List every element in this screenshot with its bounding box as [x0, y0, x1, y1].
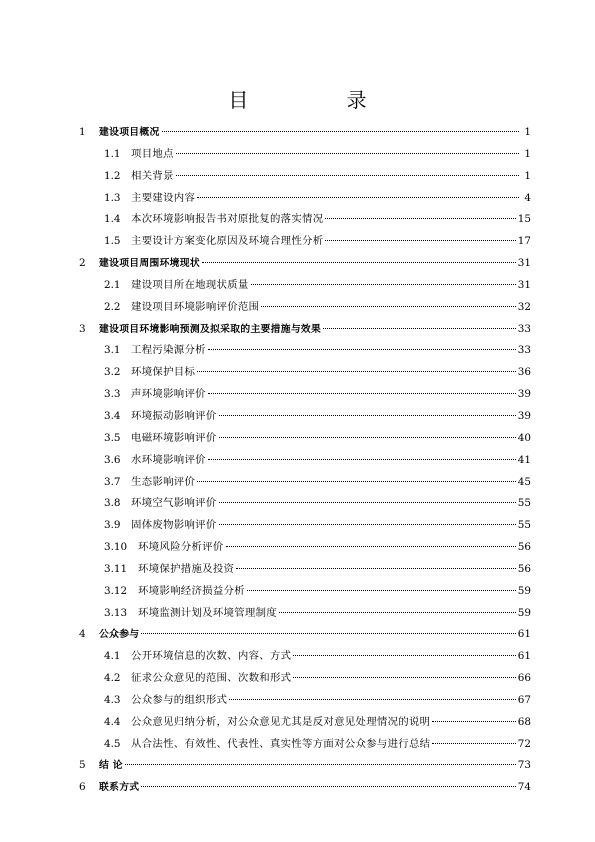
toc-leader-dots: [197, 196, 519, 198]
toc-entry[interactable]: [79, 559, 531, 581]
toc-entry-title: 环境振动影响评价: [131, 409, 217, 422]
toc-entry-page: 1: [524, 126, 531, 138]
toc-entry-number: 3.10: [104, 541, 128, 554]
toc-entry[interactable]: [79, 144, 531, 166]
table-of-contents: [79, 122, 531, 799]
toc-leader-dots: [219, 414, 516, 416]
toc-entry-number: 4.1: [104, 650, 121, 663]
toc-entry-number: 6: [79, 781, 86, 794]
toc-leader-dots: [293, 654, 515, 656]
toc-entry[interactable]: [79, 122, 531, 144]
toc-entry-page: 56: [517, 562, 531, 575]
toc-entry-title: 主要建设内容: [131, 191, 196, 204]
toc-entry-page: 4: [524, 191, 531, 204]
toc-entry[interactable]: [79, 362, 531, 384]
toc-entry-number: 1.2: [104, 169, 121, 182]
toc-entry-page: 74: [517, 781, 531, 794]
toc-entry-title: 结 论: [99, 760, 123, 772]
toc-entry-page: 72: [517, 737, 531, 750]
toc-entry-number: 4: [79, 628, 86, 641]
toc-leader-dots: [176, 152, 519, 154]
toc-entry-page: 36: [517, 366, 531, 379]
toc-entry-number: 1.5: [104, 235, 121, 248]
toc-entry-title: 水环境影响评价: [131, 453, 206, 466]
toc-entry[interactable]: [79, 493, 531, 515]
toc-entry-title: 本次环境影响报告书对原批复的落实情况: [131, 213, 324, 226]
toc-entry-page: 31: [517, 278, 531, 291]
toc-leader-dots: [251, 283, 516, 285]
toc-entry-page: 33: [517, 322, 531, 335]
toc-entry-number: 3.11: [104, 562, 128, 575]
toc-entry-title: 主要设计方案变化原因及环境合理性分析: [131, 235, 324, 248]
toc-entry[interactable]: [79, 581, 531, 603]
toc-leader-dots: [325, 239, 515, 241]
toc-entry-number: 1: [79, 126, 86, 138]
toc-entry[interactable]: [79, 668, 531, 690]
toc-entry[interactable]: [79, 690, 531, 712]
toc-entry-number: 3.1: [104, 344, 121, 357]
toc-entry-page: 67: [517, 693, 531, 706]
toc-entry[interactable]: [79, 188, 531, 210]
toc-entry[interactable]: [79, 428, 531, 450]
toc-entry-number: 2.2: [104, 300, 121, 313]
toc-entry[interactable]: [79, 603, 531, 625]
toc-entry-number: 4.5: [104, 737, 121, 750]
toc-entry[interactable]: [79, 231, 531, 253]
toc-entry-title: 建设项目概况: [99, 127, 160, 138]
toc-entry-title: 公众意见归纳分析，对公众意见尤其是反对意见处理情况的说明: [131, 715, 431, 728]
toc-entry[interactable]: [79, 450, 531, 472]
toc-entry-page: 55: [517, 519, 531, 532]
toc-entry-title: 建设项目周围环境现状: [99, 258, 200, 270]
toc-entry[interactable]: [79, 275, 531, 297]
toc-leader-dots: [219, 501, 516, 503]
toc-entry-number: 3.5: [104, 431, 121, 444]
toc-entry[interactable]: [79, 777, 531, 799]
toc-leader-dots: [162, 130, 519, 132]
toc-entry-number: 1.1: [104, 147, 121, 160]
toc-leader-dots: [236, 567, 516, 569]
toc-entry-page: 32: [517, 300, 531, 313]
toc-entry-title: 环境保护措施及投资: [138, 562, 235, 575]
toc-leader-dots: [202, 261, 516, 263]
toc-entry-page: 39: [517, 388, 531, 401]
toc-entry-number: 5: [79, 759, 86, 772]
toc-leader-dots: [226, 545, 516, 547]
toc-entry[interactable]: [79, 646, 531, 668]
toc-entry-number: 3.4: [104, 409, 121, 422]
toc-entry-title: 建设项目环境影响评价范围: [131, 300, 260, 313]
toc-entry[interactable]: [79, 624, 531, 646]
toc-entry-title: 公众参与的组织形式: [131, 693, 228, 706]
toc-entry-title: 联系方式: [99, 782, 140, 794]
toc-entry-page: 31: [517, 257, 531, 270]
toc-entry[interactable]: [79, 253, 531, 275]
toc-leader-dots: [176, 174, 519, 176]
toc-leader-dots: [247, 589, 516, 591]
toc-entry-number: 4.2: [104, 672, 121, 685]
toc-entry-page: 66: [517, 672, 531, 685]
toc-entry-number: 3.7: [104, 475, 121, 488]
toc-entry-number: 3.9: [104, 519, 121, 532]
toc-leader-dots: [293, 676, 515, 678]
toc-entry-title: 固体废物影响评价: [131, 519, 217, 532]
toc-entry-number: 2.1: [104, 278, 121, 291]
toc-entry-page: 56: [517, 541, 531, 554]
toc-entry-page: 61: [517, 650, 531, 663]
toc-entry-page: 1: [524, 169, 531, 182]
toc-leader-dots: [432, 720, 515, 722]
toc-leader-dots: [141, 785, 515, 787]
toc-entry-title: 环境风险分析评价: [138, 541, 224, 554]
toc-entry[interactable]: [79, 406, 531, 428]
toc-entry-page: 61: [517, 628, 531, 641]
toc-entry-number: 3.13: [104, 606, 128, 619]
toc-entry-title: 环境监测计划及环境管理制度: [138, 606, 277, 619]
toc-leader-dots: [219, 436, 516, 438]
toc-entry[interactable]: [79, 319, 531, 341]
toc-entry[interactable]: [79, 734, 531, 756]
toc-entry-number: 1.4: [104, 213, 121, 226]
toc-leader-dots: [125, 763, 516, 765]
toc-entry-title: 征求公众意见的范围、次数和形式: [131, 672, 292, 685]
toc-entry[interactable]: [79, 384, 531, 406]
toc-entry-page: 33: [517, 344, 531, 357]
toc-entry-number: 2: [79, 257, 86, 270]
toc-entry-page: 15: [517, 213, 531, 226]
toc-leader-dots: [208, 458, 516, 460]
toc-entry-number: 4.3: [104, 693, 121, 706]
toc-entry-title: 生态影响评价: [131, 475, 196, 488]
toc-entry-number: 3.3: [104, 388, 121, 401]
toc-entry[interactable]: [79, 472, 531, 494]
toc-entry-title: 公众参与: [99, 629, 140, 641]
toc-leader-dots: [208, 348, 516, 350]
toc-entry[interactable]: [79, 755, 531, 777]
toc-entry[interactable]: [79, 515, 531, 537]
toc-entry-title: 从合法性、有效性、代表性、真实性等方面对公众参与进行总结: [131, 737, 431, 750]
toc-entry-page: 59: [517, 606, 531, 619]
toc-entry-title: 工程污染源分析: [131, 344, 206, 357]
toc-entry-page: 73: [517, 759, 531, 772]
toc-leader-dots: [323, 327, 516, 329]
toc-leader-dots: [197, 370, 516, 372]
toc-entry-title: 建设项目环境影响预测及拟采取的主要措施与效果: [99, 323, 322, 335]
toc-entry-title: 环境影响经济损益分析: [138, 584, 245, 597]
page-title: 目 录: [228, 88, 413, 112]
toc-entry-title: 公开环境信息的次数、内容、方式: [131, 650, 292, 663]
toc-entry-number: 3.2: [104, 366, 121, 379]
toc-entry-number: 3: [79, 322, 86, 335]
toc-leader-dots: [229, 698, 516, 700]
toc-entry-title: 环境保护目标: [131, 366, 196, 379]
toc-entry[interactable]: [79, 340, 531, 362]
toc-entry-title: 项目地点: [131, 147, 174, 160]
toc-entry[interactable]: [79, 297, 531, 319]
toc-entry-page: 41: [517, 453, 531, 466]
toc-entry-number: 1.3: [104, 191, 121, 204]
toc-entry-page: 45: [517, 475, 531, 488]
toc-entry-title: 环境空气影响评价: [131, 497, 217, 510]
toc-entry-title: 电磁环境影响评价: [131, 431, 217, 444]
toc-entry-page: 1: [524, 147, 531, 160]
toc-entry-page: 55: [517, 497, 531, 510]
toc-entry-page: 39: [517, 409, 531, 422]
toc-entry[interactable]: [79, 209, 531, 231]
toc-leader-dots: [261, 305, 515, 307]
toc-entry[interactable]: [79, 166, 531, 188]
toc-leader-dots: [219, 523, 516, 525]
toc-leader-dots: [197, 480, 516, 482]
toc-entry[interactable]: [79, 712, 531, 734]
toc-leader-dots: [279, 611, 516, 613]
toc-entry[interactable]: [79, 537, 531, 559]
toc-leader-dots: [432, 742, 515, 744]
toc-leader-dots: [325, 217, 515, 219]
toc-leader-dots: [208, 392, 516, 394]
toc-leader-dots: [141, 632, 515, 634]
toc-entry-page: 40: [517, 431, 531, 444]
toc-entry-number: 3.12: [104, 584, 128, 597]
toc-entry-number: 3.6: [104, 453, 121, 466]
toc-entry-page: 17: [517, 235, 531, 248]
toc-entry-number: 4.4: [104, 715, 121, 728]
toc-entry-title: 建设项目所在地现状质量: [131, 278, 249, 291]
toc-entry-page: 68: [517, 715, 531, 728]
toc-entry-title: 声环境影响评价: [131, 388, 206, 401]
toc-entry-number: 3.8: [104, 497, 121, 510]
toc-entry-page: 59: [517, 584, 531, 597]
toc-entry-title: 相关背景: [131, 169, 174, 182]
